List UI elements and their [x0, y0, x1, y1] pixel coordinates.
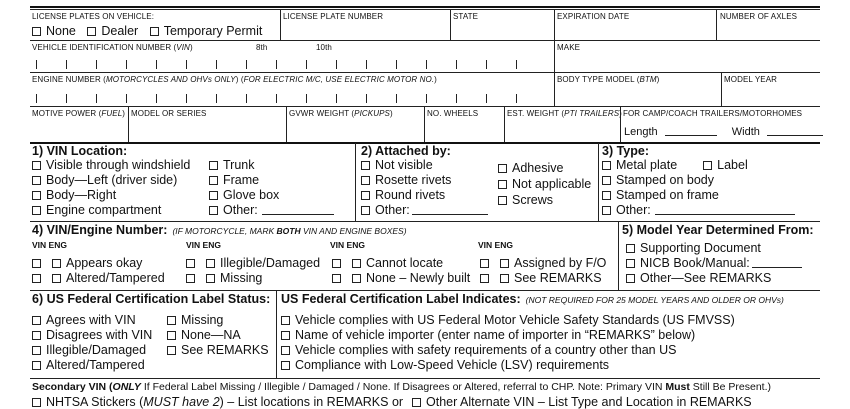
vin-engine-title: 4) VIN/Engine Number: (IF MOTORCYCLE, MARK BOTH VIN AND ENGINE BOXES): [32, 223, 407, 237]
vin-eng-newly-built[interactable]: None – Newly built: [332, 271, 470, 286]
cert-see-remarks[interactable]: See REMARKS: [167, 343, 269, 358]
char-box-divider: [486, 94, 487, 103]
char-box-divider: [36, 60, 37, 69]
nicb-field[interactable]: [752, 257, 802, 268]
attached-adhesive[interactable]: Adhesive: [498, 160, 591, 176]
cert-altered[interactable]: Altered/Tampered: [32, 358, 152, 373]
vin-location-frame[interactable]: Frame: [209, 173, 334, 188]
char-box-divider: [246, 94, 247, 103]
cert-status-title: 6) US Federal Certification Label Status:: [32, 292, 271, 306]
cert-indicates-importer[interactable]: Name of vehicle importer (enter name of importer in “REMARKS” below): [281, 328, 735, 343]
char-box-divider: [156, 94, 157, 103]
attached-other-field[interactable]: [412, 204, 488, 215]
char-box-divider: [336, 94, 337, 103]
char-box-divider: [216, 94, 217, 103]
char-box-divider: [96, 94, 97, 103]
vin-location-other-field[interactable]: [262, 204, 334, 215]
nhtsa-stickers-option[interactable]: NHTSA Stickers (MUST have 2) – List locations in REMARKS or: [32, 395, 403, 409]
state-label: STATE: [453, 12, 479, 21]
attached-other[interactable]: Other:: [361, 203, 488, 218]
vin-eng-appears-okay[interactable]: Appears okay: [32, 256, 165, 271]
model-year-other[interactable]: Other—See REMARKS: [626, 271, 802, 286]
char-box-divider: [396, 60, 397, 69]
char-box-divider: [186, 94, 187, 103]
vin-eng-header-4: VIN ENG: [478, 240, 513, 250]
vin-eng-assigned-fo[interactable]: Assigned by F/O: [480, 256, 606, 271]
char-box-divider: [456, 60, 457, 69]
width-label: Width: [731, 126, 760, 138]
plate-number-label: LICENSE PLATE NUMBER: [283, 12, 384, 21]
char-box-divider: [516, 94, 517, 103]
vin-8th-marker: 8th: [256, 43, 268, 52]
expiration-label: EXPIRATION DATE: [557, 12, 630, 21]
vin-location-body-left[interactable]: Body—Left (driver side): [32, 173, 190, 188]
char-box-divider: [156, 60, 157, 69]
char-box-divider: [516, 60, 517, 69]
char-box-divider: [216, 60, 217, 69]
cert-indicates-title: US Federal Certification Label Indicates: (NOT REQUIRED FOR 25 MODEL YEARS AND OLDER OR OHVs): [281, 292, 784, 306]
char-box-divider: [456, 94, 457, 103]
plates-dealer-checkbox[interactable]: [87, 27, 96, 36]
char-box-divider: [396, 94, 397, 103]
attached-by-title: 2) Attached by:: [361, 144, 451, 158]
type-label-option[interactable]: Label: [703, 158, 748, 172]
vin-location-title: 1) VIN Location:: [32, 144, 128, 158]
axles-label: NUMBER OF AXLES: [720, 12, 798, 21]
type-other-field[interactable]: [655, 204, 795, 215]
type-stamped-frame[interactable]: Stamped on frame: [602, 188, 795, 203]
plates-none-checkbox[interactable]: [32, 27, 41, 36]
char-box-divider: [306, 60, 307, 69]
model-year-nicb[interactable]: NICB Book/Manual:: [626, 256, 802, 271]
vin-eng-altered[interactable]: Altered/Tampered: [32, 271, 165, 286]
vin-label: VEHICLE IDENTIFICATION NUMBER (VIN): [32, 43, 193, 52]
vin-location-trunk[interactable]: Trunk: [209, 158, 334, 173]
char-box-divider: [246, 60, 247, 69]
vin-eng-missing[interactable]: Missing: [186, 271, 320, 286]
char-box-divider: [126, 60, 127, 69]
est-weight-label: EST. WEIGHT (PTI TRAILERS): [507, 109, 622, 118]
type-stamped-body[interactable]: Stamped on body: [602, 173, 795, 188]
model-year-label: MODEL YEAR: [724, 75, 778, 84]
vin-location-other[interactable]: Other:: [209, 203, 334, 218]
cert-missing[interactable]: Missing: [167, 313, 269, 328]
vin-location-glovebox[interactable]: Glove box: [209, 188, 334, 203]
char-box-divider: [66, 94, 67, 103]
char-box-divider: [276, 94, 277, 103]
vin-eng-see-remarks[interactable]: See REMARKS: [480, 271, 606, 286]
char-box-divider: [36, 94, 37, 103]
char-box-divider: [96, 60, 97, 69]
model-year-title: 5) Model Year Determined From:: [622, 223, 814, 237]
model-series-label: MODEL OR SERIES: [131, 109, 207, 118]
char-box-divider: [66, 60, 67, 69]
length-field[interactable]: [665, 125, 717, 136]
attached-round-rivets[interactable]: Round rivets: [361, 188, 488, 203]
cert-agrees[interactable]: Agrees with VIN: [32, 313, 152, 328]
gvwr-label: GVWR WEIGHT (PICKUPS): [289, 109, 393, 118]
width-field[interactable]: [767, 125, 823, 136]
vin-eng-illegible[interactable]: Illegible/Damaged: [186, 256, 320, 271]
motive-power-label: MOTIVE POWER (FUEL): [32, 109, 126, 118]
vin-location-body-right[interactable]: Body—Right: [32, 188, 190, 203]
vin-10th-marker: 10th: [316, 43, 332, 52]
vin-eng-cannot-locate[interactable]: Cannot locate: [332, 256, 470, 271]
wheels-label: NO. WHEELS: [427, 109, 479, 118]
char-box-divider: [366, 94, 367, 103]
make-label: MAKE: [557, 43, 581, 52]
char-box-divider: [186, 60, 187, 69]
cert-indicates-fmvss[interactable]: Vehicle complies with US Federal Motor Vehicle Safety Standards (US FMVSS): [281, 313, 735, 328]
type-other[interactable]: Other:: [602, 203, 795, 218]
vin-location-windshield[interactable]: Visible through windshield: [32, 158, 190, 173]
camp-coach-label: FOR CAMP/COACH TRAILERS/MOTORHOMES: [623, 109, 803, 118]
cert-illegible[interactable]: Illegible/Damaged: [32, 343, 152, 358]
plates-none-option[interactable]: None: [32, 24, 76, 38]
plates-temp-checkbox[interactable]: [150, 27, 159, 36]
plates-label: LICENSE PLATES ON VEHICLE:: [32, 12, 155, 21]
cert-disagrees[interactable]: Disagrees with VIN: [32, 328, 152, 343]
char-box-divider: [486, 60, 487, 69]
type-title: 3) Type:: [602, 144, 649, 158]
char-box-divider: [276, 60, 277, 69]
char-box-divider: [336, 60, 337, 69]
plates-dealer-option[interactable]: Dealer: [87, 24, 138, 38]
cert-indicates-other-country[interactable]: Vehicle complies with safety requirements of a country other than US: [281, 343, 735, 358]
cert-none-na[interactable]: None—NA: [167, 328, 269, 343]
vin-eng-header-1: VIN ENG: [32, 240, 67, 250]
attached-screws[interactable]: Screws: [498, 192, 591, 208]
type-metal-plate[interactable]: Metal plate: [602, 158, 677, 172]
length-label: Length: [624, 126, 658, 138]
secondary-vin-title: Secondary VIN (ONLY If Federal Label Missing / Illegible / Damaged / None. If Disagrees or Altered, referral to CHP. Note: Primary VIN Must Still Be Present.): [32, 381, 771, 393]
vin-eng-header-2: VIN ENG: [186, 240, 221, 250]
attached-not-applicable[interactable]: Not applicable: [498, 176, 591, 192]
model-year-supporting-doc[interactable]: Supporting Document: [626, 241, 802, 256]
attached-not-visible[interactable]: Not visible: [361, 158, 488, 173]
char-box-divider: [126, 94, 127, 103]
char-box-divider: [426, 94, 427, 103]
vin-location-engine[interactable]: Engine compartment: [32, 203, 190, 218]
plates-temp-option[interactable]: Temporary Permit: [150, 24, 263, 38]
other-alternate-vin-option[interactable]: Other Alternate VIN – List Type and Location in REMARKS: [412, 395, 752, 409]
cert-indicates-lsv[interactable]: Compliance with Low-Speed Vehicle (LSV) requirements: [281, 358, 735, 373]
char-box-divider: [366, 60, 367, 69]
char-box-divider: [306, 94, 307, 103]
engine-number-label: ENGINE NUMBER (MOTORCYCLES AND OHVs ONLY) (FOR ELECTRIC M/C, USE ELECTRIC MOTOR NO.): [32, 75, 437, 84]
char-box-divider: [426, 60, 427, 69]
vin-eng-header-3: VIN ENG: [330, 240, 365, 250]
attached-rosette-rivets[interactable]: Rosette rivets: [361, 173, 488, 188]
body-type-label: BODY TYPE MODEL (BTM): [557, 75, 660, 84]
